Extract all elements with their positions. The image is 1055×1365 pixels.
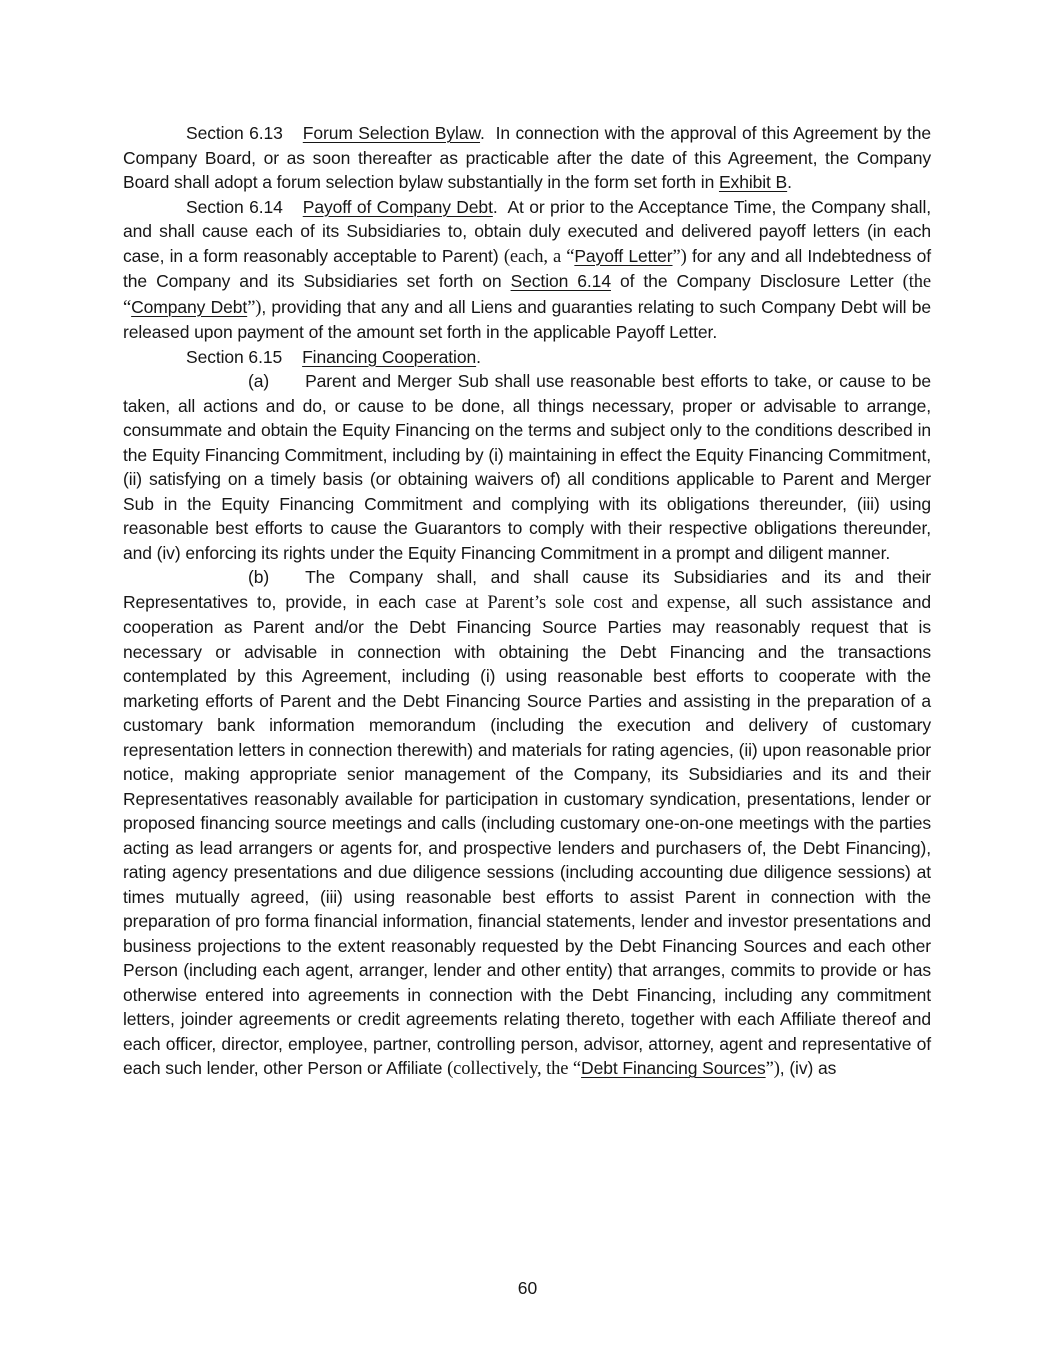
page-number: 60 [517,1278,538,1298]
paragraph-section-6-13 [123,121,931,195]
defined-term-debt-financing-sources: Debt Financing Sources [581,1058,766,1078]
parenthetical-text: ”) [672,246,687,267]
section-title: Forum Selection Bylaw [302,123,481,143]
paragraph-section-6-14 [123,195,931,345]
section-number: Section 6.13 [186,123,283,143]
parenthetical-text: (collectively, the “ [447,1059,582,1079]
section-number: Section 6.14 [186,196,283,217]
clause-marker: (b) [248,567,270,587]
document-body [123,121,931,1082]
paragraph-clause-b [123,565,931,1082]
body-text: all such assistance and cooperation as Parent and/or the Debt Financing Source Parties may reasonably request that is necessary or advisable in connection with obtaining the Debt Financing and the transactions contemplated by this Agreement, including (i) using reasonable best efforts to cooperate with the marketing efforts of Parent and the Debt Financing Source Parties and assisting in the preparation of a customary bank information memorandum (including the execution and delivery of customary representation letters in connection therewith) and materials for rating agencies, (ii) upon reasonable prior notice, making appropriate senior management of the Company, its Subsidiaries and its and their Representatives reasonably available for participation in customary syndication, presentations, lender or proposed financing source meetings and calls (including customary one-on-one meetings with the parties acting as lead arrangers or agents for, and prospective lenders and purchasers of, the Debt Financing), rating agency presentations and due diligence sessions (including accounting due diligence sessions) at times mutually agreed, (iii) using reasonable best efforts to assist Parent in connection with the preparation of pro forma financial information, financial statements, lender and investor presentations and business projections to the extent reasonably requested by the Debt Financing Sources and each other Person (including each agent, arranger, lender and other entity) that arranges, commits to provide or has otherwise entered into agreements in connection with the Debt Financing, including any commitment letters, joinder agreements or credit agreements relating thereto, together with each Affiliate thereof and each officer, director, employee, partner, controlling person, advisor, attorney, agent and representative of each such lender, other Person or Affiliate [123,591,931,1078]
clause-marker: (a) [248,371,270,391]
cross-reference-exhibit-b: Exhibit B [718,172,788,192]
body-text: of the Company Disclosure Letter [610,271,903,291]
body-text: . At or prior to the Acceptance Time, the Company shall, and shall cause each of its Subsidiaries to, obtain duly executed and delivered payoff letters (in each case, in a form reasonably acceptable to Parent) [123,196,932,266]
defined-term-company-debt: Company Debt [131,296,248,317]
parenthetical-text: ”) [765,1059,780,1079]
body-text: , (iv) as [779,1058,837,1078]
parenthetical-text: (each, a “ [503,246,575,267]
section-number: Section 6.15 [186,346,283,367]
defined-term-payoff-letter: Payoff Letter [574,245,673,266]
body-text: for any and all Indebtedness of the Company and its Subsidiaries set forth on [123,245,932,291]
body-text: . [787,172,792,192]
section-title: Payoff of Company Debt [302,196,493,217]
paragraph-clause-a [123,369,931,565]
paragraph-section-6-15 [123,345,931,370]
section-title: Financing Cooperation [302,346,477,367]
parenthetical-text: case at Parent’s sole cost and expense, [425,592,731,613]
body-text: , providing that any and all Liens and guaranties relating to such Company Debt will be released upon payment of the amount set forth in the applicable Payoff Letter. [123,296,931,342]
body-text: . [476,346,481,367]
parenthetical-text: ”) [247,297,262,318]
parenthetical-text: (the “ [123,272,932,318]
cross-reference-section-6-14: Section 6.14 [510,271,611,291]
body-text: Parent and Merger Sub shall use reasonable best efforts to take, or cause to be taken, all actions and do, or cause to be done, all things necessary, proper or advisable to arrange, consummate and obtain the Equity Financing on the terms and subject only to the conditions described in the Equity Financing Commitment, including by (i) maintaining in effect the Equity Financing Commitment, (ii) satisfying on a timely basis (or obtaining waivers of) all conditions applicable to Parent and Merger Sub in the Equity Financing Commitment and complying with its obligations thereunder, (iii) using reasonable best efforts to cause the Guarantors to comply with their respective obligations thereunder, and (iv) enforcing its rights under the Equity Financing Commitment in a prompt and diligent manner. [123,371,931,563]
body-text: . In connection with the approval of this Agreement by the Company Board, or as soon thereafter as practicable after the date of this Agreement, the Company Board shall adopt a forum selection bylaw substantially in the form set forth in [123,123,931,192]
body-text: The Company shall, and shall cause its Subsidiaries and its and their Representatives to, provide, in each [123,567,931,612]
